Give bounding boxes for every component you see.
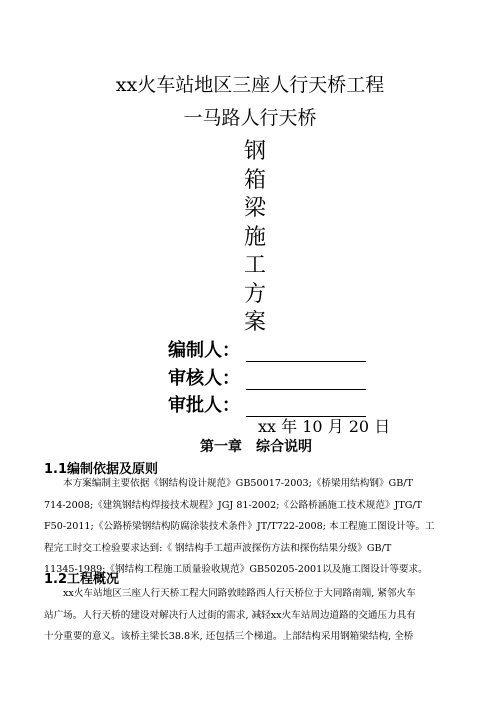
cover-date: xx 年 10 月 20 日 (258, 417, 391, 436)
signature-blank-line (246, 371, 366, 390)
section-heading: 1.1编制依据及原则 (44, 462, 159, 477)
paragraph-line: xx火车站地区三座人行天桥工程大同路敦睦路西人行天桥位于大同路南端, 紧邻火车 (63, 588, 416, 599)
paragraph-line: F50-2011;《公路桥梁钢结构防腐涂装技术条件》JT/T722-2008; 本工程施工图设计等。工 (44, 521, 435, 532)
signature-compiler (168, 336, 366, 362)
chapter-number: 第一章 (200, 439, 242, 455)
chapter-heading (200, 436, 312, 456)
signature-label: 审核人： (168, 368, 240, 389)
paragraph-line: 本方案编制主要依据《钢结构设计规范》GB50017-2003;《桥梁用结构钢》GB/T (63, 478, 413, 489)
paragraph-line: 站广场。人行天桥的建设对解决行人过街的需求, 减轻xx火车站周边道路的交通压力具有 (44, 609, 416, 621)
vertical-char: 箱 (243, 167, 266, 193)
paragraph-line: 十分重要的意义。该桥主梁长38.8米, 还包括三个梯道。上部结构采用钢箱梁结构, 全桥 (44, 631, 414, 642)
section-paragraph (44, 473, 456, 581)
cover-title-line1: xx火车站地区三座人行天桥工程 (115, 74, 385, 96)
cover-title-line2: 一马路人行天桥 (183, 107, 317, 129)
signature-label: 审批人： (168, 395, 240, 416)
signature-reviewer (168, 364, 366, 390)
paragraph-line: 程完工时交工检验要求达到:《 钢结构手工超声波探伤方法和探伤结果分级》GB/T (44, 542, 392, 554)
signature-blank-line (246, 343, 366, 362)
signature-label: 编制人： (168, 340, 240, 361)
vertical-char: 方 (243, 281, 266, 307)
vertical-char: 钢 (243, 139, 266, 164)
section-paragraph (44, 583, 456, 648)
paragraph-line: 11345-1989;《钢结构工程施工质量验收规范》GB50205-2001以及施工图设计等要求。 (44, 564, 428, 575)
vertical-char: 工 (243, 253, 266, 278)
vertical-char: 梁 (243, 196, 266, 221)
vertical-char: 案 (243, 310, 266, 335)
section-heading: 1.2工程概况 (44, 572, 120, 587)
paragraph-line: 714-2008;《建筑钢结构焊接技术规程》JGJ 81-2002;《公路桥涵施工技术规范》JTG/T (44, 499, 423, 511)
chapter-title: 综合说明 (256, 439, 312, 455)
vertical-char: 施 (243, 224, 266, 250)
vertical-title (235, 138, 275, 338)
